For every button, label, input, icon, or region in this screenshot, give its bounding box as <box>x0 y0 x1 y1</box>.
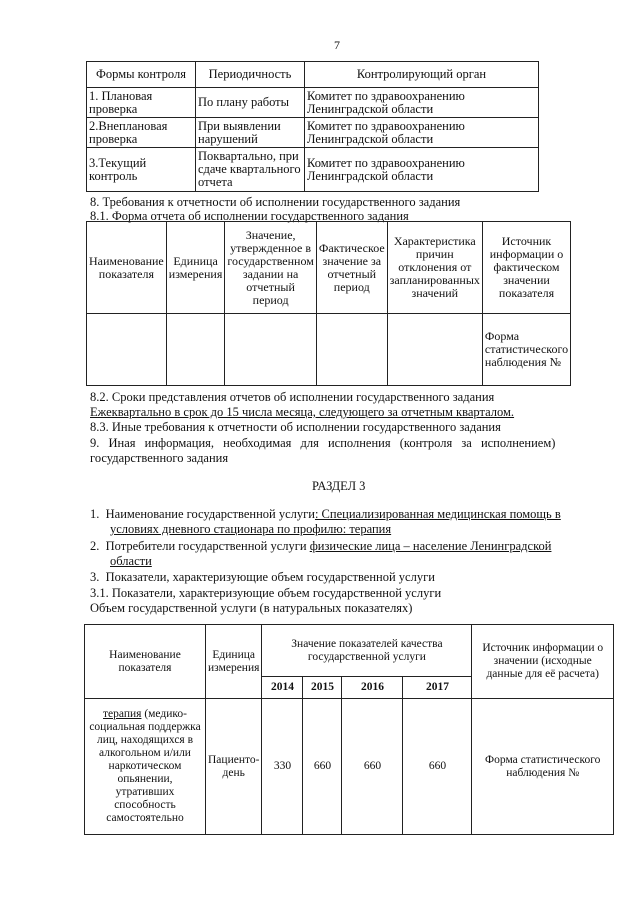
table-header: Периодичность <box>196 62 305 88</box>
section-8-1-title: 8.1. Форма отчета об исполнении государственного задания <box>90 209 409 223</box>
item2-value: физические лица – население Ленинградской <box>309 539 552 553</box>
table-cell: 3.Текущий контроль <box>87 148 196 192</box>
section-9-line1: 9. Иная информация, необходимая для исполнения (контроля за исполнением) <box>90 436 556 450</box>
table-cell <box>166 314 225 386</box>
section-8-title: 8. Требования к отчетности об исполнении государственного задания <box>90 195 461 209</box>
year-header: 2017 <box>403 677 472 699</box>
table-cell <box>225 314 316 386</box>
volume-caption: Объем государственной услуги (в натуральных показателях) <box>90 601 413 615</box>
section-3-1-title: 3.1. Показатели, характеризующие объем государственной услуги <box>90 586 442 600</box>
section-3-item2 <box>90 539 551 554</box>
table-cell: При выявлении нарушений <box>196 118 305 148</box>
table-header: Источник информации о значении (исходные данные для её расчета) <box>472 625 614 699</box>
table-cell: По плану работы <box>196 88 305 118</box>
table-cell <box>85 699 206 835</box>
control-forms-table <box>86 61 539 192</box>
volume-table <box>84 624 614 835</box>
section-8-3-title: 8.3. Иные требования к отчетности об исполнении государственного задания <box>90 420 501 434</box>
table-cell: Форма статистического наблюдения № <box>482 314 570 386</box>
row-name-rest: (медико-социальная поддержка лиц, находящихся в алкогольном и/или наркотическом опьянении, утративших способность самостоятельно <box>89 708 201 824</box>
table-header: Единица измерения <box>206 625 262 699</box>
table-cell <box>387 314 482 386</box>
table-cell: Пациенто-день <box>206 699 262 835</box>
year-header: 2016 <box>342 677 403 699</box>
item1-value: : Специализированная медицинская помощь в <box>314 507 561 521</box>
table-header: Наименование показателя <box>87 222 167 314</box>
table-header: Значение, утвержденное в государственном задании на отчетный период <box>225 222 316 314</box>
table-cell: Комитет по здравоохранению Ленинградской области <box>305 118 539 148</box>
table-header: Единица измерения <box>166 222 225 314</box>
table-header: Фактическое значение за отчетный период <box>316 222 387 314</box>
list-number: 3. <box>90 570 106 584</box>
table-header: Формы контроля <box>87 62 196 88</box>
table-cell <box>87 314 167 386</box>
row-name-underlined: терапия <box>103 708 142 720</box>
section-8-2-title: 8.2. Сроки представления отчетов об исполнении государственного задания <box>90 390 495 404</box>
list-number: 2. <box>90 539 106 553</box>
table-cell: 660 <box>342 699 403 835</box>
table-header: Характеристика причин отклонения от запланированных значений <box>387 222 482 314</box>
table-header: Наименование показателя <box>85 625 206 699</box>
report-form-table <box>86 221 571 386</box>
item2-value-continued: области <box>110 554 152 568</box>
table-header: Контролирующий орган <box>305 62 539 88</box>
table-cell <box>316 314 387 386</box>
table-cell: Комитет по здравоохранению Ленинградской области <box>305 88 539 118</box>
table-cell: 660 <box>403 699 472 835</box>
table-cell: Форма статистического наблюдения № <box>472 699 614 835</box>
list-number: 1. <box>90 507 106 521</box>
page-number: 7 <box>334 38 340 52</box>
table-cell: Комитет по здравоохранению Ленинградской области <box>305 148 539 192</box>
section-8-2-value: Ежеквартально в срок до 15 числа месяца, следующего за отчетным кварталом. <box>90 405 515 419</box>
section-3-item1 <box>90 507 561 522</box>
section-3-item3 <box>90 570 435 585</box>
section-9-line2: государственного задания <box>90 451 229 465</box>
item3-text: Показатели, характеризующие объем государственной услуги <box>105 570 435 584</box>
year-header: 2015 <box>303 677 342 699</box>
table-cell: 1. Плановая проверка <box>87 88 196 118</box>
table-cell: 660 <box>303 699 342 835</box>
table-header: Источник информации о фактическом значении показателя <box>482 222 570 314</box>
item2-label: Потребители государственной услуги <box>105 539 310 553</box>
item1-value-continued: условиях дневного стационара по профилю: терапия <box>110 522 392 536</box>
section-3-title: РАЗДЕЛ 3 <box>312 479 366 493</box>
table-cell: 330 <box>262 699 303 835</box>
item1-label: Наименование государственной услуги <box>105 507 315 521</box>
table-cell: 2.Внеплановая проверка <box>87 118 196 148</box>
table-cell: Поквартально, при сдаче квартального отчета <box>196 148 305 192</box>
year-header: 2014 <box>262 677 303 699</box>
table-header: Значение показателей качества государственной услуги <box>262 625 472 677</box>
